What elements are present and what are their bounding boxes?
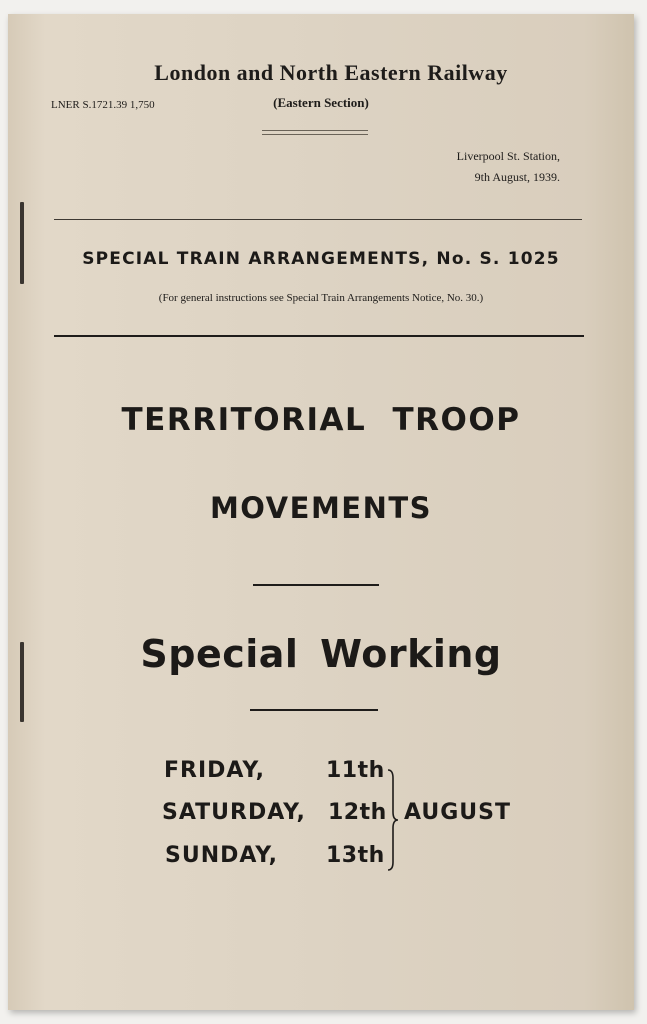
month-label: AUGUST [404,800,511,825]
divider-short-top [253,584,379,586]
station-name: Liverpool St. Station, [456,149,560,163]
curly-brace-icon [386,768,400,872]
notice-instructions: (For general instructions see Special Train Arrangements Notice, No. 30.) [158,292,484,304]
section-label: (Eastern Section) [273,95,369,110]
railway-name: London and North Eastern Railway [154,60,508,85]
double-rule [262,130,368,135]
document-page [8,14,634,1010]
print-code: LNER S.1721.39 1,750 [51,99,155,111]
divider-thick [54,335,584,337]
main-heading-line1: TERRITORIAL TROOP [121,402,521,438]
date-saturday: 12th [328,800,387,825]
main-heading-line2: MOVEMENTS [209,491,433,525]
day-saturday: SATURDAY, [162,800,306,825]
date-friday: 11th [326,758,385,783]
notice-date: 9th August, 1939. [474,170,560,184]
day-sunday: SUNDAY, [165,843,278,868]
date-sunday: 13th [326,843,385,868]
staple-top [20,202,24,284]
notice-title: SPECIAL TRAIN ARRANGEMENTS, No. S. 1025 [82,249,560,269]
divider-thin [54,219,582,220]
subheading: Special Working [140,632,502,676]
divider-short-bottom [250,709,378,711]
day-friday: FRIDAY, [164,758,265,783]
